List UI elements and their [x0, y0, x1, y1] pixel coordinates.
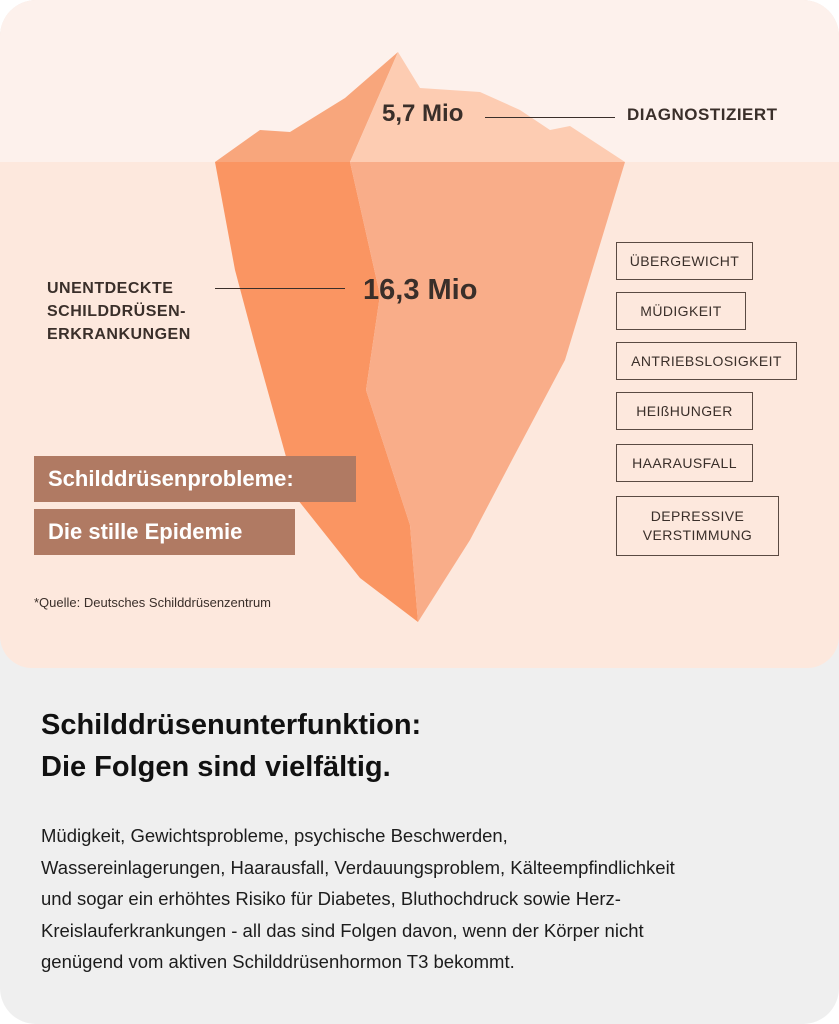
diagnosed-value: 5,7 Mio [382, 100, 464, 127]
heading-line: Die Folgen sind vielfältig. [41, 751, 391, 783]
symptom-box: HEIßHUNGER [616, 392, 753, 430]
undetected-label [47, 277, 191, 346]
banner-line-1: Schilddrüsenprobleme: [34, 456, 356, 502]
undetected-value: 16,3 Mio [363, 274, 478, 306]
source-note: *Quelle: Deutsches Schilddrüsenzentrum [34, 595, 272, 610]
body-line: genügend vom aktiven Schilddrüsenhormon T3 bekommt. [41, 951, 515, 972]
body-line: Kreislauferkrankungen - all das sind Folgen davon, wenn der Körper nicht [41, 919, 644, 941]
body-line: Müdigkeit, Gewichtsprobleme, psychische Beschwerden, [41, 825, 508, 846]
undetected-label-line: UNENTDECKTE [47, 280, 174, 297]
section-heading [41, 704, 421, 788]
diagnosed-label: DIAGNOSTIZIERT [627, 105, 778, 124]
body-line: Wassereinlagerungen, Haarausfall, Verdauungsproblem, Kälteempfindlichkeit [41, 856, 675, 878]
heading-line: Schilddrüsenunterfunktion: [41, 709, 422, 741]
body-paragraph [41, 820, 801, 978]
undetected-label-line: SCHILDDRÜSEN- [47, 303, 186, 320]
symptom-box: ÜBERGEWICHT [616, 242, 753, 280]
banner-line-2: Die stille Epidemie [34, 509, 295, 555]
symptom-box: ANTRIEBSLOSIGKEIT [616, 342, 797, 380]
symptom-box: MÜDIGKEIT [616, 292, 746, 330]
undetected-label-line: ERKRANKUNGEN [47, 326, 191, 343]
body-line: und sogar ein erhöhtes Risiko für Diabetes, Bluthochdruck sowie Herz- [41, 888, 621, 909]
undetected-connector-line [215, 288, 345, 289]
symptom-box: DEPRESSIVE VERSTIMMUNG [616, 496, 779, 556]
symptom-box: HAARAUSFALL [616, 444, 753, 482]
diagnosed-connector-line [485, 117, 615, 118]
